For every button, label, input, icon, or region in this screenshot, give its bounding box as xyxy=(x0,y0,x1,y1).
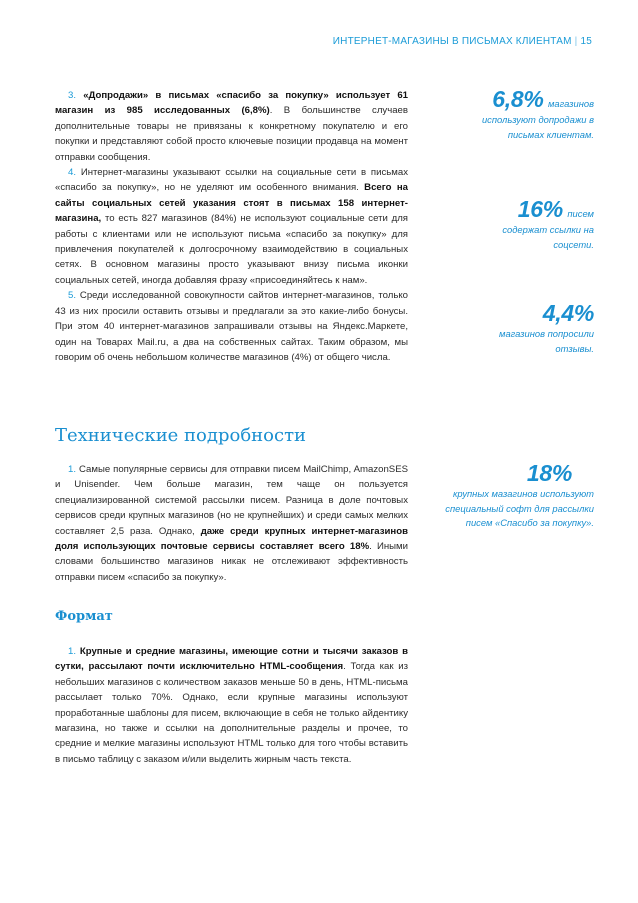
paragraph-5 xyxy=(55,288,408,365)
item-number: 1. xyxy=(68,646,77,657)
paragraph-text: Среди исследованной совокупности сайтов интернет-магазинов, только 43 из них просили оставить отзывы и предлагали за это какие-либо бонусы. При этом 40 интернет-магазинов запрашивали отзывы на Яндекс.Маркете, один на Товарах Mail.ru, а два на собственных сайтах. Таким образом, мы говорим об очень небольшом количестве магазинов (4%) от общего числа. xyxy=(55,290,408,363)
stat-value: 6,8% xyxy=(492,86,544,112)
header-title: ИНТЕРНЕТ-МАГАЗИНЫ В ПИСЬМАХ КЛИЕНТАМ xyxy=(332,36,572,47)
stat-label: содержат ссылки на соцсети. xyxy=(502,224,594,250)
paragraph-text: . Тогда как из небольших магазинов с количеством заказов меньше 50 в день, HTML-письма рассылает только 70%. Однако, если крупные магазины используют проработанные шаблоны для писем, включающие в себя не только айдентику магазина, но также и ссылки на дополнительные разделы и прочее, то средние и мелкие магазины используют HTML только для того чтобы вставить в письмо таблицу с заказом и/или выделить жирным часть текста. xyxy=(55,661,408,765)
item-number: 3. xyxy=(68,90,77,101)
bold-statement: Всего на сайты социальных сетей указания стоят в письмах 158 интернет-магазина, xyxy=(55,182,408,225)
stat-label-inline: писем xyxy=(567,208,594,219)
section-heading-technical: Технические подробности xyxy=(55,425,307,446)
stat-callout-social xyxy=(482,196,594,252)
stat-value: 16% xyxy=(517,196,563,222)
section-format xyxy=(55,644,408,767)
paragraph-text: . Иными словами большинство магазинов никак не отслеживают эффективность отправки писем «спасибо за покупку». xyxy=(55,541,409,583)
bold-statement: даже среди крупных интернет-магазинов доля использующих почтовые сервисы составляет всего 18% xyxy=(55,525,408,553)
running-header xyxy=(333,36,592,47)
item-number: 4. xyxy=(68,167,77,179)
paragraph-text: . В большинстве случаев дополнительные товары не привязаны к конкретному покупателю и его покупки и представляют собой просто ключевые позиции продавца на момент отправки сообщения. xyxy=(55,105,408,163)
section-technical xyxy=(55,462,408,585)
paragraph-text: Интернет-магазины указывают ссылки на социальные сети в письмах «спасибо за покупку», но не уделяют им особенного внимания. xyxy=(55,167,408,194)
stat-callout-software xyxy=(444,460,594,531)
stat-callout-upsell xyxy=(444,86,594,142)
bold-statement: Крупные и средние магазины, имеющие сотни и тысячи заказов в сутки, рассылают почти исключительно HTML-сообщения xyxy=(55,646,408,673)
section-upsell-social-reviews xyxy=(55,88,408,365)
item-number: 5. xyxy=(68,290,77,302)
stat-label: крупных мазагинов используют специальный софт для рассылки писем «Спасибо за покупку». xyxy=(445,488,594,528)
page-number: 15 xyxy=(580,36,592,47)
item-number: 1. xyxy=(68,464,77,475)
section-heading-format: Формат xyxy=(55,609,113,624)
paragraph-3 xyxy=(55,88,408,165)
paragraph-text: Самые популярные сервисы для отправки писем MailChimp, AmazonSES и Unisender. Чем больше магазин, тем чаще он пользуется специализированной системой рассылки писем. Разница в доле почтовых сервисов среди крупных магазинов (но не крупнейших) и среди самых мелких составляет 2,5 раза. Однако, xyxy=(55,464,408,537)
stat-label-inline: магазинов xyxy=(547,98,594,109)
paragraph-tech-1 xyxy=(55,462,408,585)
paragraph-4 xyxy=(55,165,408,288)
paragraph-format-1 xyxy=(55,644,408,767)
stat-label: используют допродажи в письмах клиентам. xyxy=(481,114,594,140)
paragraph-text: то есть 827 магазинов (84%) не используют социальные сети для работы с клиентами или не используют письма «спасибо за покупку» для привлечения покупателей к долгосрочному взаимодействию в социальных сетях. В основном магазины просто указывают внизу письма иконки социальных сетей, иногда добавляя фразу «присоединяйтесь к нам». xyxy=(55,213,408,286)
stat-value: 4,4% xyxy=(542,300,594,326)
bold-statement: «Допродажи» в письмах «спасибо за покупку» использует 61 магазин из 985 исследованных (6,8%) xyxy=(55,90,408,117)
stat-value: 18% xyxy=(526,460,572,486)
stat-label: магазинов попросили отзывы. xyxy=(499,328,594,354)
stat-callout-reviews xyxy=(464,300,594,356)
header-separator: | xyxy=(574,36,578,47)
